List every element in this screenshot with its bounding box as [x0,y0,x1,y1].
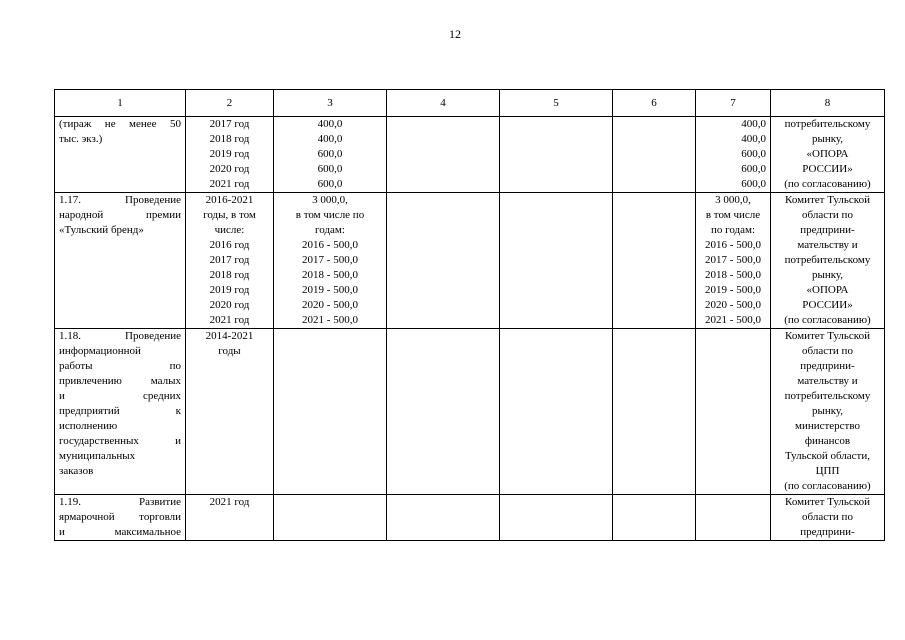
empty-cell [387,495,500,541]
cell-line: ЦПП [815,465,840,477]
responsible-cell [771,193,885,329]
cell-line: 2018 год [209,269,250,281]
column-header: 3 [274,90,387,117]
cell-line: 400,0 [317,118,343,130]
cell-line: народной премии [59,209,181,221]
empty-cell [274,329,387,495]
cell-line: заказов [59,465,94,477]
extra-budget-cell [696,117,771,193]
cell-line: Комитет Тульской [785,330,870,342]
cell-line: 3 000,0, [715,194,751,206]
cell-line: государственных и [59,435,181,447]
measure-cell [55,495,186,541]
cell-line: 2019 год [209,284,250,296]
cell-line: 600,0 [741,163,766,175]
column-header: 4 [387,90,500,117]
cell-line: и максимальное [59,526,181,538]
cell-line: 2020 - 500,0 [302,299,358,311]
cell-line: 2017 - 500,0 [302,254,358,266]
cell-line: министерство [794,420,860,432]
column-header: 2 [186,90,274,117]
period-cell [186,495,274,541]
empty-cell [613,329,696,495]
cell-line: мательству и [797,375,858,387]
cell-line: потребительскому [784,118,871,130]
cell-line: 2019 - 500,0 [302,284,358,296]
cell-line: предприни- [800,526,855,538]
cell-line: 2019 год [209,148,250,160]
cell-line: исполнению [59,420,118,432]
cell-line: «Тульский бренд» [59,224,144,236]
cell-line: 2016 - 500,0 [302,239,358,251]
column-header: 6 [613,90,696,117]
cell-line: области по [802,511,853,523]
cell-line: 2014-2021 [205,330,254,342]
cell-line: (по согласованию) [784,314,871,326]
period-cell [186,117,274,193]
responsible-cell [771,117,885,193]
empty-cell [387,329,500,495]
cell-line: Комитет Тульской [785,194,870,206]
cell-line: по годам: [710,224,756,236]
cell-line: 2019 - 500,0 [705,284,761,296]
header-row [55,90,885,117]
column-header: 8 [771,90,885,117]
cell-line: 600,0 [741,178,766,190]
cell-line: 2017 год [209,254,250,266]
extra-budget-cell [696,193,771,329]
cell-line: рынку, [811,405,844,417]
cell-line: РОССИИ» [802,163,853,175]
table-row [55,117,885,193]
cell-line: 2016 - 500,0 [705,239,761,251]
cell-line: 400,0 [741,133,766,145]
cell-line: РОССИИ» [802,299,853,311]
measure-cell [55,117,186,193]
cell-line: в том числе [705,209,761,221]
empty-cell [500,193,613,329]
cell-line: 2021 год [209,314,250,326]
cell-line: 600,0 [317,163,343,175]
cell-line: «ОПОРА [806,148,849,160]
cell-line: потребительскому [784,390,871,402]
cell-line: привлечению малых [59,375,181,387]
cell-line: годы, в том [203,209,256,221]
cell-line: 2017 - 500,0 [705,254,761,266]
cell-line: 2021 год [209,178,250,190]
cell-line: предприни- [800,224,855,236]
cell-line: 2016 год [209,239,250,251]
cell-line: (по согласованию) [784,178,871,190]
cell-line: 1.18. Проведение [59,330,181,342]
cell-line: годы [218,345,241,357]
cell-line: 400,0 [317,133,343,145]
cell-line: 3 000,0, [312,194,348,206]
responsible-cell [771,329,885,495]
cell-line: «ОПОРА [806,284,849,296]
period-cell [186,329,274,495]
cell-line: предприятий к [59,405,181,417]
empty-cell [613,193,696,329]
cell-line: работы по [59,360,181,372]
cell-line: потребительскому [784,254,871,266]
cell-line: 1.19. Развитие [59,496,181,508]
cell-line: 1.17. Проведение [59,194,181,206]
cell-line: 2021 год [209,496,250,508]
cell-line: тыс. экз.) [59,133,103,145]
cell-line: 400,0 [741,118,766,130]
cell-line: информационной [59,345,141,357]
cell-line: 2021 - 500,0 [705,314,761,326]
cell-line: 2018 - 500,0 [705,269,761,281]
cell-line: 2020 - 500,0 [705,299,761,311]
cell-line: муниципальных [59,450,136,462]
cell-line: 2018 год [209,133,250,145]
column-header: 1 [55,90,186,117]
cell-line: 600,0 [741,148,766,160]
cell-line: области по [802,345,853,357]
responsible-cell [771,495,885,541]
empty-cell [387,117,500,193]
cell-line: годам: [315,224,345,236]
cell-line: 2016-2021 [205,194,254,206]
cell-line: 2020 год [209,299,250,311]
cell-line: Тульской области, [784,450,871,462]
cell-line: финансов [804,435,851,447]
table-row [55,329,885,495]
total-funding-cell [274,117,387,193]
empty-cell [500,329,613,495]
cell-line: рынку, [811,133,844,145]
cell-line: и средних [59,390,181,402]
cell-line: области по [802,209,853,221]
cell-line: (по согласованию) [784,480,871,492]
cell-line: (тираж не менее 50 [59,118,181,130]
cell-line: 2020 год [209,163,250,175]
empty-cell [613,117,696,193]
empty-cell [696,329,771,495]
plan-table [54,89,885,541]
cell-line: 2017 год [209,118,250,130]
cell-line: рынку, [811,269,844,281]
cell-line: 600,0 [317,148,343,160]
cell-line: ярмарочной торговли [59,511,181,523]
cell-line: 2018 - 500,0 [302,269,358,281]
period-cell [186,193,274,329]
cell-line: мательству и [797,239,858,251]
empty-cell [500,117,613,193]
empty-cell [613,495,696,541]
column-header: 7 [696,90,771,117]
empty-cell [387,193,500,329]
cell-line: числе: [214,224,245,236]
cell-line: 600,0 [317,178,343,190]
cell-line: 2021 - 500,0 [302,314,358,326]
empty-cell [274,495,387,541]
measure-cell [55,193,186,329]
page-number: 12 [449,27,461,41]
column-header: 5 [500,90,613,117]
total-funding-cell [274,193,387,329]
empty-cell [500,495,613,541]
empty-cell [696,495,771,541]
cell-line: предприни- [800,360,855,372]
table-row [55,193,885,329]
measure-cell [55,329,186,495]
cell-line: в том числе по [295,209,365,221]
table-row [55,495,885,541]
cell-line: Комитет Тульской [785,496,870,508]
